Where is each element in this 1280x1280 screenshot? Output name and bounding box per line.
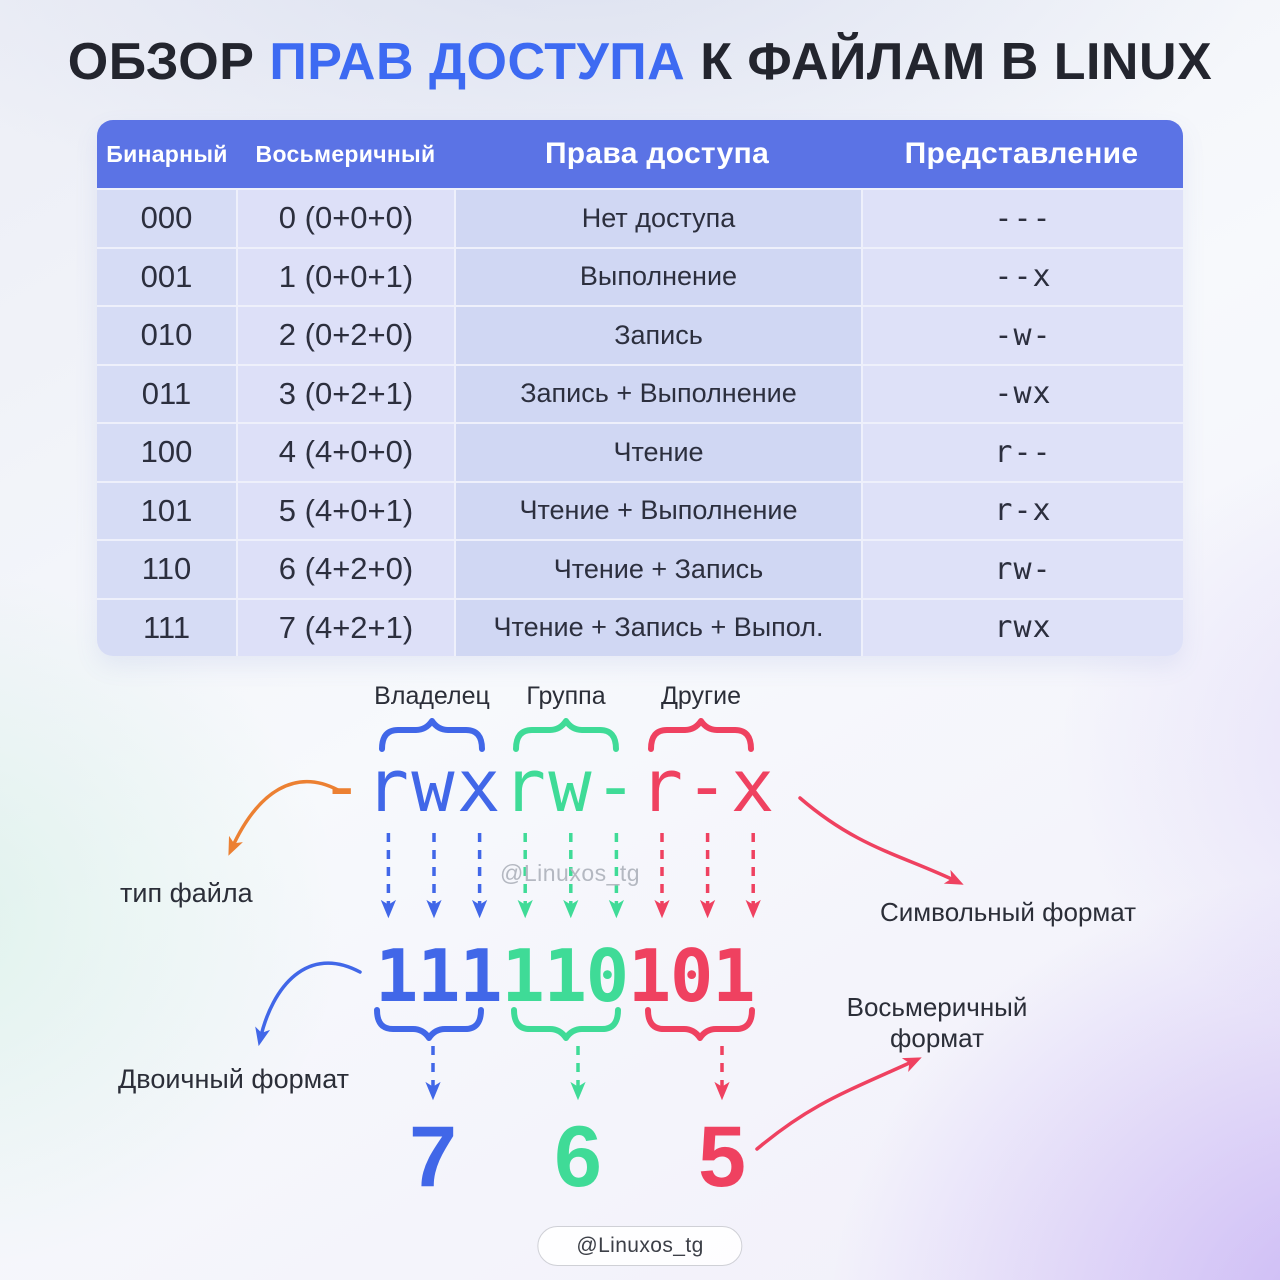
title-accent: ПРАВ ДОСТУПА xyxy=(269,33,686,91)
table-cell: 4 (4+0+0) xyxy=(238,424,454,481)
table-cell: 001 xyxy=(97,249,236,306)
column-header-representation: Представление xyxy=(904,137,1139,170)
file-type-char: - xyxy=(320,744,366,828)
table-cell: 111 xyxy=(97,600,236,657)
table-cell: 5 (4+0+1) xyxy=(238,483,454,540)
table-cell: Выполнение xyxy=(456,249,861,306)
group-octal-digit: 6 xyxy=(554,1109,602,1205)
others-symbolic: r-x xyxy=(639,744,777,828)
table-cell: 6 (4+2+0) xyxy=(238,541,454,598)
table-cell: Чтение + Выполнение xyxy=(456,483,861,540)
table-cell: 010 xyxy=(97,307,236,364)
column-header-octal: Восьмеричный xyxy=(255,140,436,167)
group-label: Группа xyxy=(526,682,606,710)
table-cell: rw- xyxy=(863,541,1183,598)
table-cell: 000 xyxy=(97,190,236,247)
title-part-3: К ФАЙЛАМ В LINUX xyxy=(700,33,1213,91)
owner-binary: 111 xyxy=(375,934,502,1018)
octal-format-annotation: Восьмеричный формат xyxy=(846,992,1028,1053)
table-cell: Чтение + Запись xyxy=(456,541,861,598)
telegram-handle: @Linuxos_tg xyxy=(576,1234,704,1257)
watermark-text: @Linuxos_tg xyxy=(500,860,641,886)
table-cell: 3 (0+2+1) xyxy=(238,366,454,423)
table-cell: 0 (0+0+0) xyxy=(238,190,454,247)
binary-format-annotation: Двоичный формат xyxy=(118,1064,349,1094)
table-cell: Чтение xyxy=(456,424,861,481)
others-label: Другие xyxy=(660,682,742,710)
table-cell: Запись + Выполнение xyxy=(456,366,861,423)
symbolic-format-arrow xyxy=(800,798,958,882)
octal-format-arrow xyxy=(757,1060,916,1149)
owner-symbolic: rwx xyxy=(365,744,503,828)
table-cell: r-x xyxy=(863,483,1183,540)
file-type-annotation: тип файла xyxy=(120,878,253,908)
others-binary: 101 xyxy=(627,934,755,1018)
table-cell: 110 xyxy=(97,541,236,598)
table-cell: --- xyxy=(863,190,1183,247)
title-part-1: ОБЗОР xyxy=(67,33,255,91)
table-cell: 1 (0+0+1) xyxy=(238,249,454,306)
table-cell: Запись xyxy=(456,307,861,364)
symbolic-format-annotation: Символьный формат xyxy=(880,897,1137,927)
permission-string xyxy=(320,744,777,828)
telegram-badge[interactable] xyxy=(537,1226,742,1266)
table-cell: 100 xyxy=(97,424,236,481)
table-cell: rwx xyxy=(863,600,1183,657)
table-cell: Нет доступа xyxy=(456,190,861,247)
binary-format-arrow xyxy=(260,963,360,1040)
binary-string xyxy=(375,934,755,1018)
table-cell: 7 (4+2+1) xyxy=(238,600,454,657)
column-header-binary: Бинарный xyxy=(106,140,228,167)
group-binary: 110 xyxy=(501,934,628,1018)
table-cell: 011 xyxy=(97,366,236,423)
table-cell: r-- xyxy=(863,424,1183,481)
table-cell: Чтение + Запись + Выпол. xyxy=(456,600,861,657)
others-octal-digit: 5 xyxy=(698,1109,746,1205)
owner-label: Владелец xyxy=(374,682,490,710)
column-header-rights: Права доступа xyxy=(544,137,770,170)
table-cell: --x xyxy=(863,249,1183,306)
group-symbolic: rw- xyxy=(502,744,640,828)
table-cell: 101 xyxy=(97,483,236,540)
owner-octal-digit: 7 xyxy=(409,1109,457,1205)
table-cell: -w- xyxy=(863,307,1183,364)
table-cell: 2 (0+2+0) xyxy=(238,307,454,364)
table-cell: -wx xyxy=(863,366,1183,423)
